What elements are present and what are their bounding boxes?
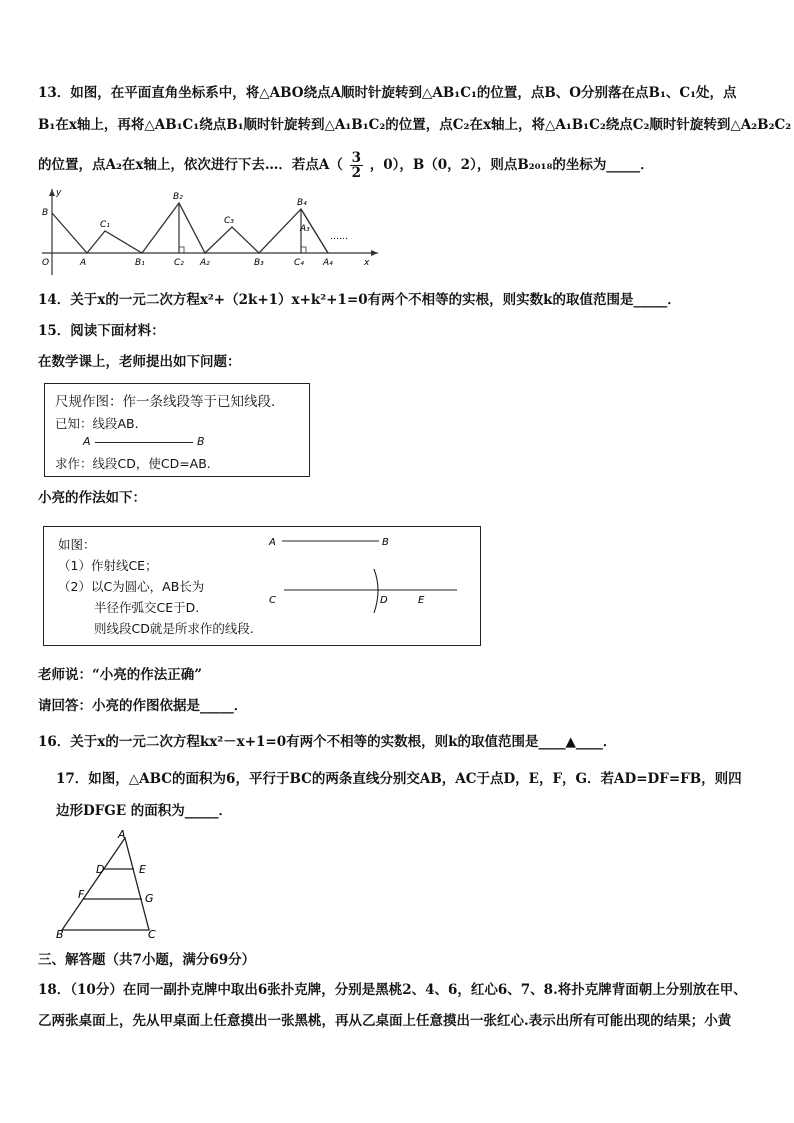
label-C1: C₁ xyxy=(100,220,110,230)
label-dots: …… xyxy=(330,232,348,242)
fraction-denominator: 2 xyxy=(351,165,362,181)
tri-label-A: A xyxy=(118,830,126,841)
q13-rotation-figure xyxy=(38,185,383,277)
box1-seg-B: B xyxy=(197,435,205,448)
q15-answer: 请回答：小亮的作图依据是_____． xyxy=(38,698,248,714)
label-C2: C₂ xyxy=(174,258,184,268)
fraction-3-2 xyxy=(350,151,363,180)
fraction-numerator: 3 xyxy=(351,150,362,166)
q13-line2: B₁在x轴上，再将△AB₁C₁绕点B₁顺时针旋转到△A₁B₁C₂的位置，点C₂在x轴上，将△A₁B₁C₂绕点C₂顺时针旋转到△A₂B₂C₂ xyxy=(38,117,792,133)
q16-text: 16．关于x的一元二次方程kx²－x+1=0有两个不相等的实数根，则k的取值范围是____▲____． xyxy=(38,734,617,750)
box2-line3: （2）以C为圆心，AB长为 xyxy=(58,579,205,594)
label-y: y xyxy=(56,188,62,198)
box1-line1: 尺规作图：作一条线段等于已知线段. xyxy=(55,394,276,410)
q13-line1: 13．如图，在平面直角坐标系中，将△ABO绕点A顺时针旋转到△AB₁C₁的位置，点B、O分别落在点B₁、C₁处，点 xyxy=(38,85,737,101)
box2-line1: 如图： xyxy=(58,537,96,552)
q15-teacher: 老师说：“小亮的作法正确” xyxy=(38,667,203,683)
q15-xiaoliang: 小亮的作法如下： xyxy=(38,490,146,506)
label-C3: C₃ xyxy=(224,216,234,226)
label-B3: B₃ xyxy=(254,258,264,268)
q17-line1: 17．如图，△ABC的面积为6，平行于BC的两条直线分别交AB，AC于点D，E，F，G．若AD=DF=FB，则四 xyxy=(56,771,742,787)
label-A: A xyxy=(80,258,87,268)
q18-line2: 乙两张桌面上，先从甲桌面上任意摸出一张黑桃，再从乙桌面上任意摸出一张红心.表示出所有可能出现的结果；小黄 xyxy=(38,1013,732,1029)
q14-text: 14．关于x的一元二次方程x²+（2k+1）x+k²+1=0有两个不相等的实根，则实数k的取值范围是_____． xyxy=(38,292,681,308)
q15-intro: 在数学课上，老师提出如下问题： xyxy=(38,354,241,370)
q17-triangle-figure xyxy=(52,830,162,940)
compass-construction-figure xyxy=(264,531,474,639)
box1-segment-AB xyxy=(95,442,193,443)
box1-line3: 求作：线段CD，使CD=AB. xyxy=(55,456,211,471)
box1-seg-A: A xyxy=(83,435,91,448)
label-O: O xyxy=(42,258,50,268)
box2-line2: （1）作射线CE； xyxy=(58,558,158,573)
section3-heading: 三、解答题（共7小题，满分69分） xyxy=(38,952,256,968)
box2-label-B: B xyxy=(382,537,389,548)
q15-problem-box xyxy=(44,383,310,477)
label-x: x xyxy=(364,258,370,268)
box1-line2: 已知：线段AB. xyxy=(55,416,139,431)
tri-label-E: E xyxy=(139,863,146,876)
q13-line3-start: 的位置，点A₂在x轴上，依次进行下去…．若点A（ xyxy=(38,157,343,173)
q15-method-box xyxy=(43,526,481,646)
q13-line3-end: ，0），B（0，2），则点B₂₀₁₈的坐标为_____． xyxy=(369,157,654,173)
box2-line5: 则线段CD就是所求作的线段. xyxy=(94,621,254,636)
tri-label-G: G xyxy=(145,892,154,905)
box2-label-D: D xyxy=(380,595,388,606)
tri-label-F: F xyxy=(78,888,85,901)
label-B: B xyxy=(42,208,49,218)
q15-title: 15．阅读下面材料： xyxy=(38,323,165,339)
q13-line3 xyxy=(38,151,654,180)
box2-label-E: E xyxy=(418,595,425,606)
box2-line4: 半径作弧交CE于D. xyxy=(94,600,200,615)
label-B2: B₂ xyxy=(173,192,183,202)
label-A2: A₂ xyxy=(200,258,210,268)
box2-label-A: A xyxy=(269,537,276,548)
q18-line1: 18．（10分）在同一副扑克牌中取出6张扑克牌，分别是黑桃2、4、6，红心6、7、8.将扑克牌背面朝上分别放在甲、 xyxy=(38,982,747,998)
tri-label-B: B xyxy=(56,928,64,940)
label-B1: B₁ xyxy=(135,258,145,268)
label-B4: B₄ xyxy=(297,198,307,208)
q17-line2: 边形DFGE 的面积为_____． xyxy=(56,803,233,819)
label-A4: A₄ xyxy=(323,258,333,268)
box2-label-C: C xyxy=(269,595,276,606)
label-C4: C₄ xyxy=(294,258,304,268)
tri-label-C: C xyxy=(148,928,156,940)
tri-label-D: D xyxy=(96,863,105,876)
label-A3: A₃ xyxy=(300,224,310,234)
